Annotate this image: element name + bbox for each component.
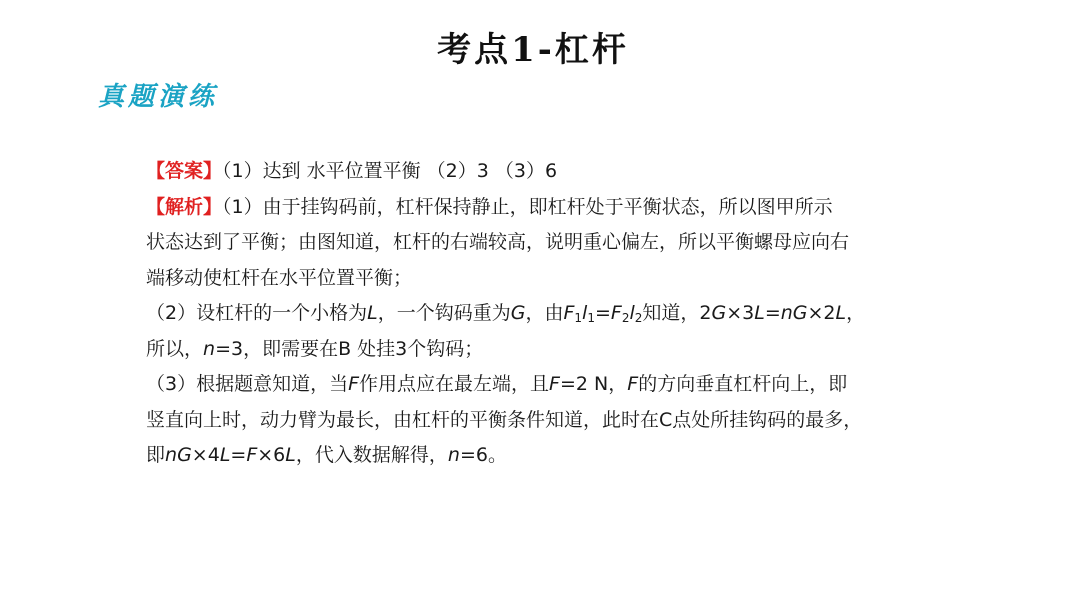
subscript: 1 bbox=[587, 311, 595, 325]
subscript: 2 bbox=[634, 311, 643, 325]
text-segment: （2）设杠杆的一个小格为 bbox=[146, 302, 368, 324]
var-F: F bbox=[246, 444, 258, 466]
var-F: F bbox=[610, 302, 622, 324]
var-G: G bbox=[177, 444, 192, 466]
text-segment: = bbox=[230, 444, 247, 466]
analysis-tag: 【解析】 bbox=[146, 195, 223, 218]
text-segment: ×2 bbox=[807, 302, 836, 324]
var-n: n bbox=[165, 444, 178, 466]
text-segment: 知道，2 bbox=[642, 302, 712, 324]
var-l: l bbox=[582, 302, 588, 324]
analysis-line-7: 竖直向上时，动力臂为最长，由杠杆的平衡条件知道，此时在C点处所挂钩码的最多， bbox=[146, 408, 863, 431]
var-F: F bbox=[348, 373, 360, 395]
analysis-line-6 bbox=[146, 367, 996, 403]
text-segment: =2 N， bbox=[559, 373, 628, 395]
analysis-line-5 bbox=[146, 332, 996, 368]
var-L: L bbox=[835, 302, 847, 324]
text-segment: ×3 bbox=[726, 302, 755, 324]
text-segment: ， bbox=[846, 302, 866, 324]
analysis-line-2: 状态达到了平衡；由图知道，杠杆的右端较高，说明重心偏左，所以平衡螺母应向右 bbox=[146, 231, 850, 253]
answer-line bbox=[146, 154, 996, 190]
var-L: L bbox=[367, 302, 378, 324]
text-segment: ，由 bbox=[525, 302, 564, 324]
var-F: F bbox=[563, 302, 575, 324]
var-n: n bbox=[447, 444, 460, 466]
text-segment: 所以， bbox=[146, 337, 204, 360]
analysis-text-1: （1）由于挂钩码前，杠杆保持静止，即杠杆处于平衡状态，所以图甲所示 bbox=[222, 195, 833, 218]
subscript: 2 bbox=[621, 311, 630, 325]
analysis-line-1 bbox=[146, 190, 996, 226]
section-label: 真题演练 bbox=[98, 82, 219, 112]
text-segment: = bbox=[594, 302, 611, 324]
answer-explanation bbox=[146, 154, 996, 474]
subscript: 1 bbox=[574, 311, 583, 325]
answer-tag: 【答案】 bbox=[146, 160, 223, 182]
text-segment: 的方向垂直杠杆向上，即 bbox=[638, 373, 848, 395]
var-L: L bbox=[219, 444, 231, 466]
var-G: G bbox=[711, 302, 727, 324]
text-segment: ，一个钩码重为 bbox=[377, 302, 511, 324]
var-F: F bbox=[627, 373, 639, 395]
var-n: n bbox=[780, 302, 793, 324]
analysis-line-4 bbox=[146, 296, 996, 332]
var-l: l bbox=[629, 302, 635, 324]
text-segment: =3，即需要在B 处挂3个钩码； bbox=[215, 337, 484, 360]
text-segment: ，代入数据解得， bbox=[295, 444, 448, 466]
var-L: L bbox=[285, 444, 296, 466]
var-G: G bbox=[510, 302, 526, 324]
var-F: F bbox=[549, 373, 560, 395]
analysis-line-8 bbox=[146, 438, 996, 474]
text-segment: 即 bbox=[146, 444, 166, 466]
text-segment: 作用点应在最左端，且 bbox=[359, 373, 550, 395]
text-segment: ×4 bbox=[191, 444, 220, 466]
answer-text: （1）达到 水平位置平衡 （2）3 （3）6 bbox=[222, 160, 558, 182]
text-segment: =6。 bbox=[459, 444, 507, 466]
slide-title: 考点1-杠杆 bbox=[437, 30, 629, 70]
analysis-line-3: 端移动使杠杆在水平位置平衡； bbox=[146, 266, 413, 289]
text-segment: （3）根据题意知道，当 bbox=[146, 373, 349, 395]
var-L: L bbox=[754, 302, 765, 324]
text-segment: = bbox=[764, 302, 781, 324]
text-segment: ×6 bbox=[257, 444, 286, 466]
var-n: n bbox=[203, 337, 216, 360]
var-G: G bbox=[792, 302, 808, 324]
